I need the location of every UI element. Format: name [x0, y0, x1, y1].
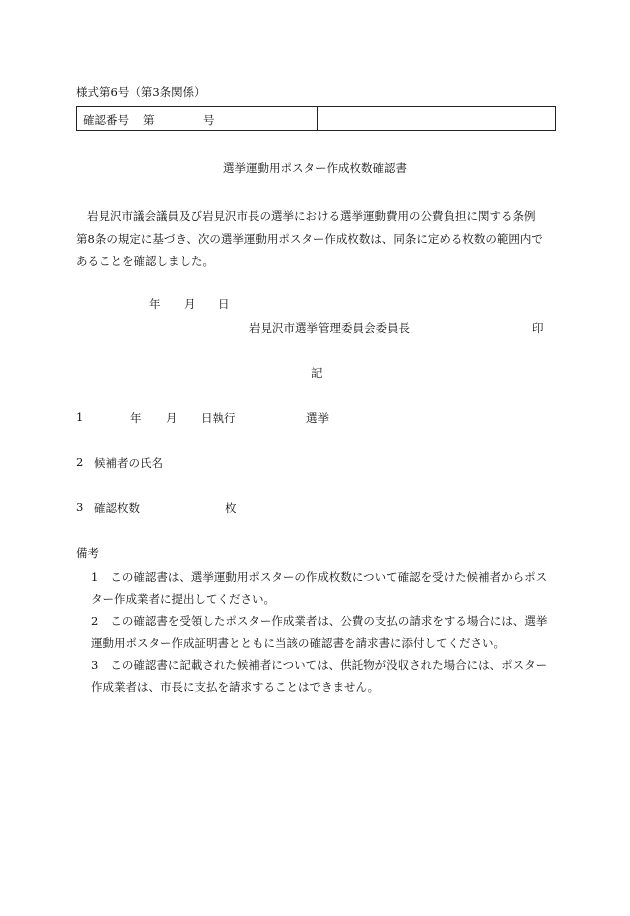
body-line-2: 第8条の規定に基づき、次の選挙運動用ポスター作成枚数は、同条に定める枚数の範囲内で — [76, 231, 543, 246]
remark-note-1-number: 1 — [91, 570, 99, 584]
remark-note-1 — [92, 567, 560, 610]
confirmation-number-table — [76, 106, 556, 131]
remark-note-3-line-1: この確認書に記載された候補者については、供託物が没収された場合には、ポスター — [110, 658, 548, 672]
issuer-name: 岩見沢市選挙管理委員会委員長 — [249, 321, 410, 335]
date-month: 月 — [184, 297, 196, 311]
item-3-label: 確認枚数 — [94, 501, 140, 515]
remark-note-3 — [92, 655, 560, 698]
item-3-unit: 枚 — [225, 501, 237, 515]
item-1-election: 選挙 — [306, 411, 329, 425]
item-3-number: 3 — [76, 500, 84, 514]
item-2-label: 候補者の氏名 — [94, 456, 163, 470]
ki-heading: 記 — [311, 366, 323, 380]
remark-note-2-number: 2 — [91, 614, 99, 628]
confirmation-number-prefix: 第 — [143, 113, 155, 127]
date-year: 年 — [149, 297, 161, 311]
body-line-3: あることを確認しました。 — [76, 254, 214, 268]
document-title: 選挙運動用ポスター作成枚数確認書 — [223, 161, 407, 175]
issuer-seal: 印 — [532, 321, 544, 335]
remark-note-2-line-1: この確認書を受領したポスター作成業者は、公費の支払の請求をする場合には、選挙 — [110, 614, 548, 628]
remarks-heading: 備考 — [76, 546, 99, 560]
confirmation-value-cell — [318, 107, 555, 130]
item-1-month: 月 — [166, 411, 178, 425]
date-day: 日 — [218, 297, 230, 311]
remark-note-3-line-2: 作成業者は、市長に支払を請求することはできません。 — [91, 679, 380, 694]
remark-note-1-line-2: ター作成業者に提出してください。 — [91, 591, 275, 606]
item-1-number: 1 — [76, 410, 84, 424]
remark-note-2-line-2: 運動用ポスター作成証明書とともに当該の確認書を請求書に添付してください。 — [91, 635, 505, 650]
item-1-execution-day: 日執行 — [201, 411, 236, 425]
form-number: 様式第6号（第3条関係） — [76, 85, 206, 99]
item-1-year: 年 — [130, 411, 142, 425]
remark-note-1-line-1: この確認書は、選挙運動用ポスターの作成枚数について確認を受けた候補者からポス — [110, 570, 548, 584]
confirmation-number-cell — [77, 107, 318, 130]
body-line-1: 岩見沢市議会議員及び岩見沢市長の選挙における選挙運動費用の公費負担に関する条例 — [87, 209, 536, 223]
confirmation-number-suffix: 号 — [203, 113, 215, 127]
confirmation-number-label: 確認番号 — [83, 113, 129, 127]
remark-note-3-number: 3 — [91, 658, 99, 672]
body-paragraph — [76, 205, 562, 273]
item-2-number: 2 — [76, 455, 84, 469]
remark-note-2 — [92, 611, 560, 654]
